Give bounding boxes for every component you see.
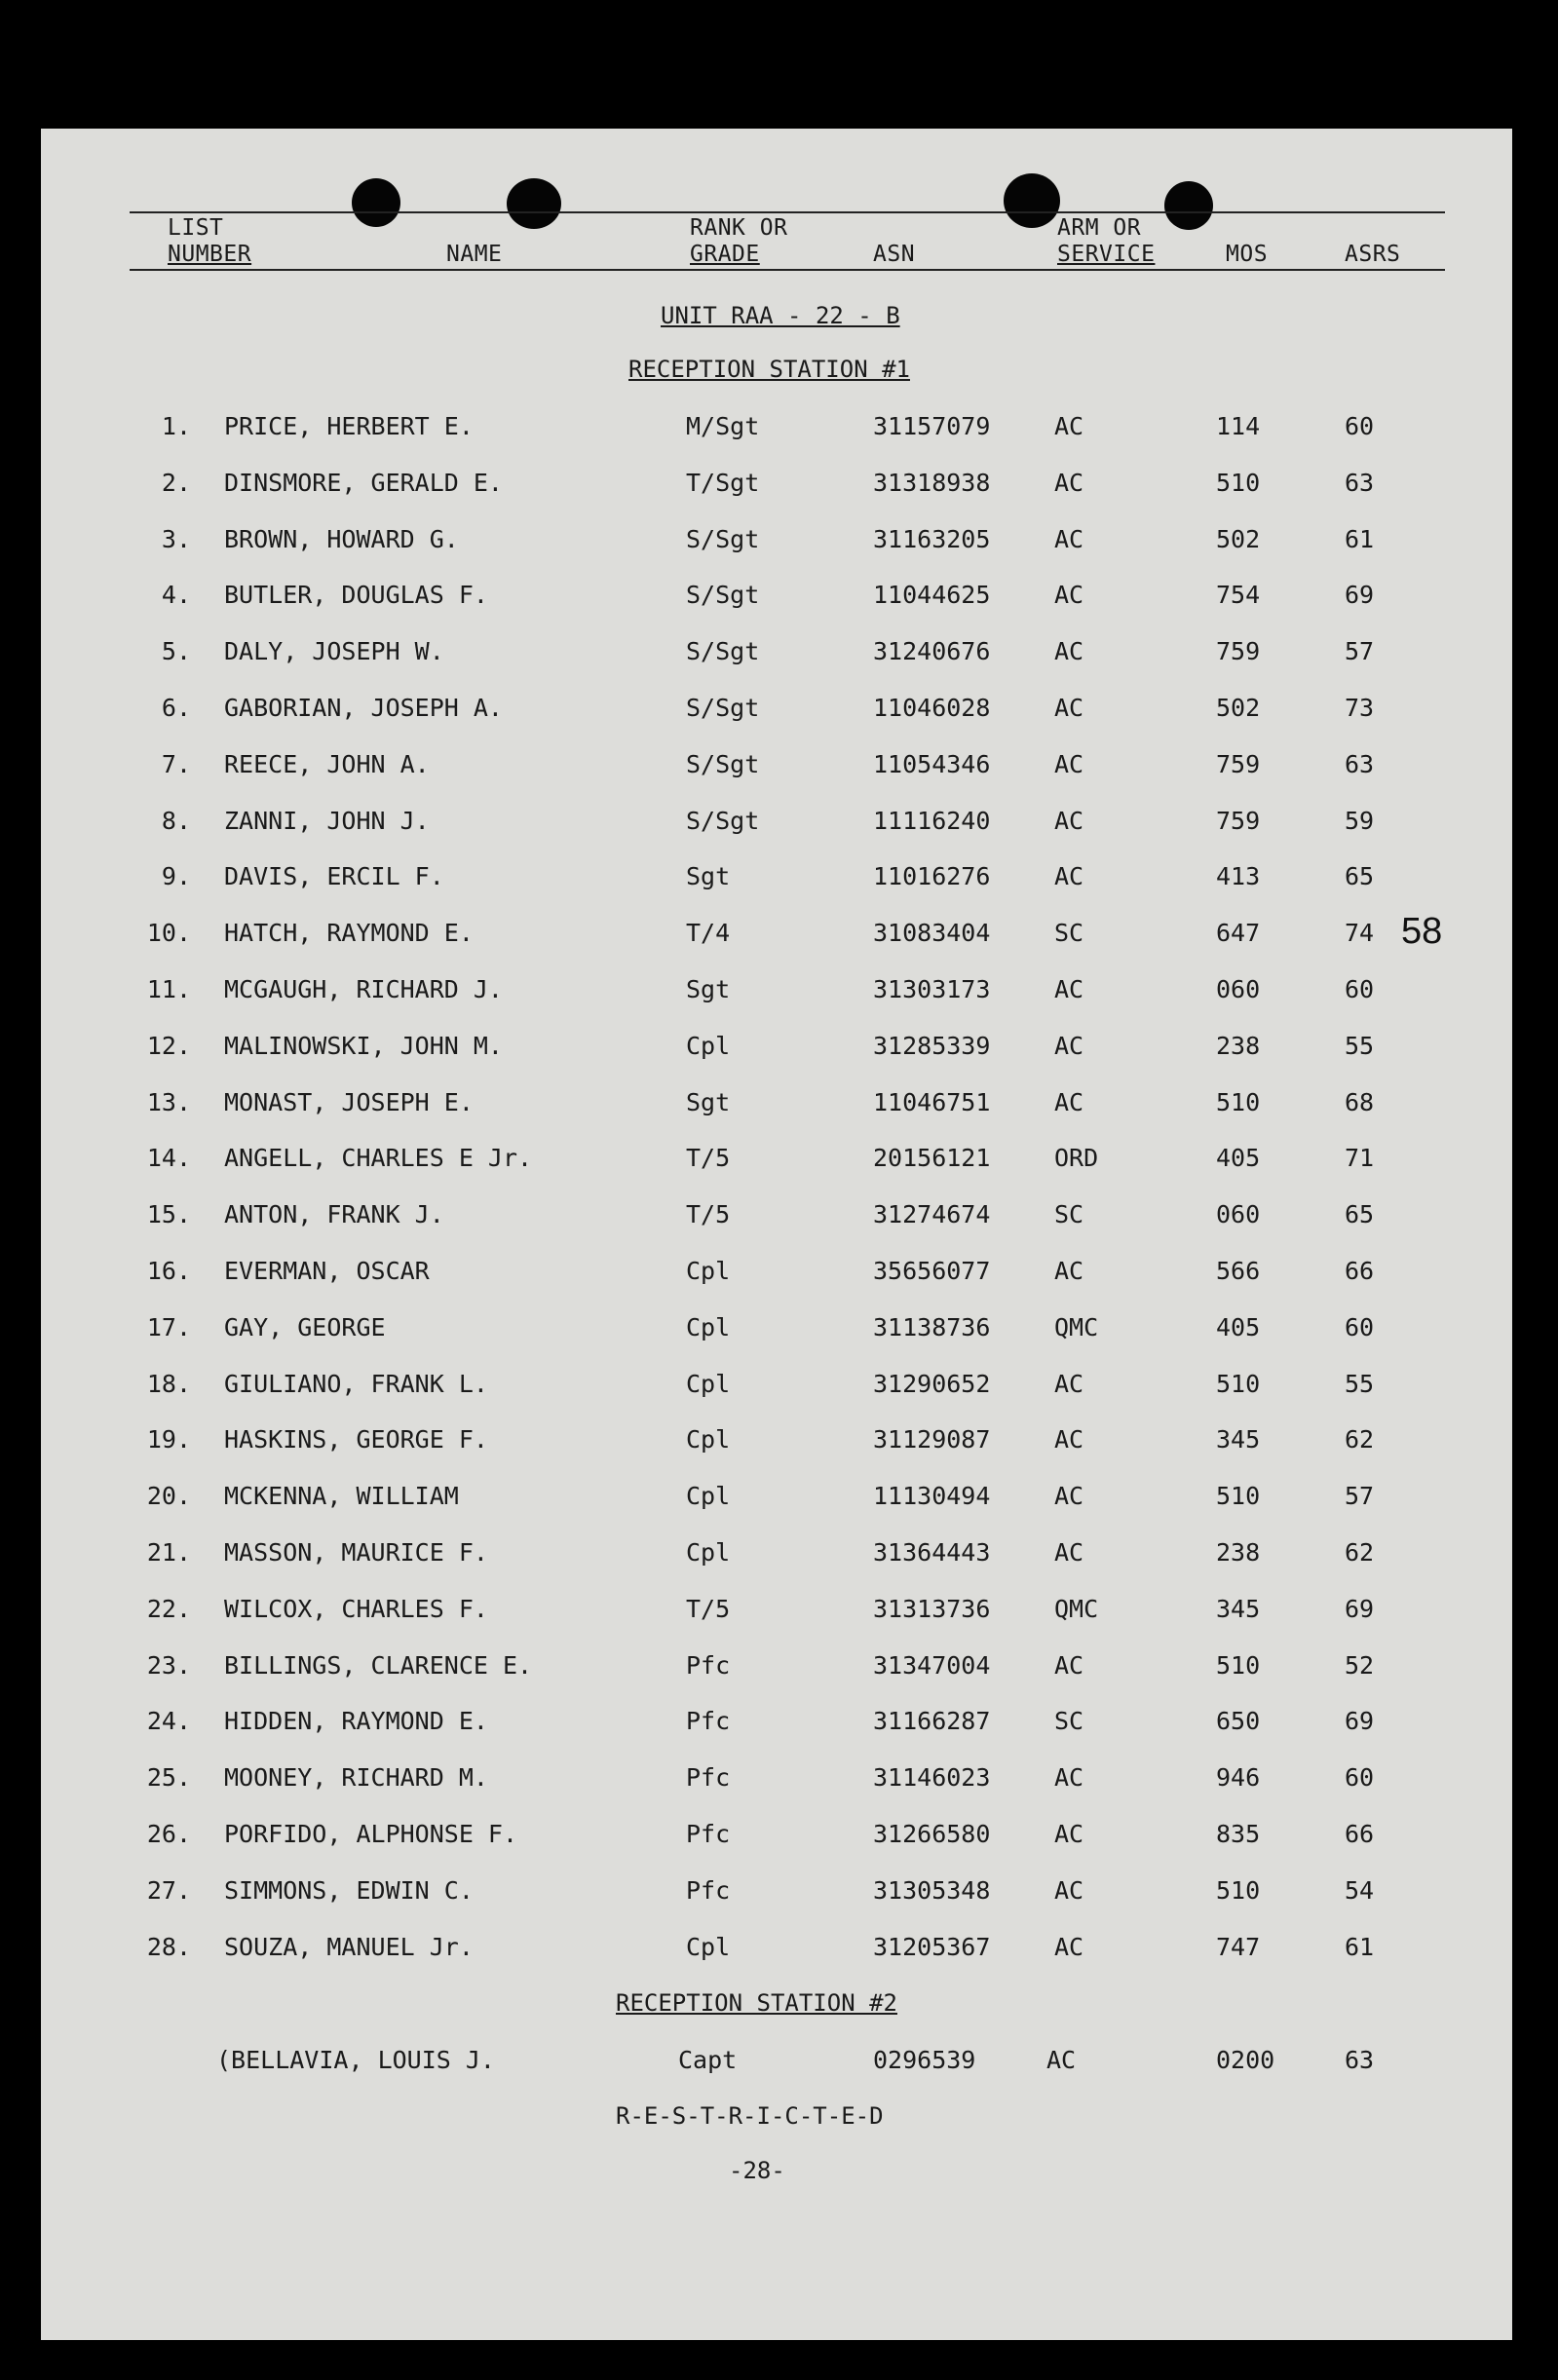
row-number: 27.	[146, 1876, 191, 1905]
member-rank: M/Sgt	[686, 412, 760, 440]
member-mos: 405	[1216, 1313, 1261, 1341]
member-mos: 345	[1216, 1595, 1261, 1623]
member-arm: QMC	[1054, 1313, 1099, 1341]
member-mos: 647	[1216, 919, 1261, 947]
member-name: (BELLAVIA, LOUIS J.	[216, 2046, 495, 2074]
restricted-marking: R-E-S-T-R-I-C-T-E-D	[616, 2102, 884, 2130]
member-asn: 11044625	[873, 581, 991, 609]
member-asrs: 55	[1345, 1370, 1375, 1398]
member-arm: AC	[1054, 525, 1084, 553]
row-number: 11.	[146, 975, 191, 1003]
member-asn: 31083404	[873, 919, 991, 947]
reception-station-1-title: RECEPTION STATION #1	[628, 356, 910, 383]
unit-title: UNIT RAA - 22 - B	[661, 302, 900, 329]
member-asrs: 66	[1345, 1257, 1375, 1285]
member-name: GIULIANO, FRANK L.	[224, 1370, 488, 1398]
table-row	[0, 1313, 1558, 1352]
member-mos: 238	[1216, 1032, 1261, 1060]
member-asn: 11046751	[873, 1088, 991, 1116]
table-row	[0, 1933, 1558, 1972]
member-mos: 502	[1216, 525, 1261, 553]
row-number: 20.	[146, 1482, 191, 1510]
member-name: PRICE, HERBERT E.	[224, 412, 474, 440]
reception-station-2-title: RECEPTION STATION #2	[616, 1989, 897, 2017]
member-mos: 835	[1216, 1820, 1261, 1848]
member-asn: 31305348	[873, 1876, 991, 1905]
member-asn: 31163205	[873, 525, 991, 553]
member-asn: 31205367	[873, 1933, 991, 1961]
member-name: GAY, GEORGE	[224, 1313, 386, 1341]
table-row	[0, 1876, 1558, 1915]
member-asrs: 69	[1345, 581, 1375, 609]
member-rank: S/Sgt	[686, 750, 760, 778]
punch-hole	[1164, 181, 1213, 230]
row-number: 15.	[146, 1200, 191, 1228]
member-rank: Pfc	[686, 1763, 731, 1792]
member-arm: AC	[1054, 694, 1084, 722]
member-asn: 31157079	[873, 412, 991, 440]
member-asn: 35656077	[873, 1257, 991, 1285]
row-number: 21.	[146, 1538, 191, 1567]
member-rank: S/Sgt	[686, 525, 760, 553]
row-number: 2.	[161, 469, 191, 497]
member-name: EVERMAN, OSCAR	[224, 1257, 430, 1285]
row-number: 6.	[161, 694, 191, 722]
member-name: DINSMORE, GERALD E.	[224, 469, 503, 497]
member-arm: AC	[1054, 1032, 1084, 1060]
member-asrs: 65	[1345, 862, 1375, 890]
table-row	[0, 1538, 1558, 1577]
member-arm: AC	[1054, 581, 1084, 609]
member-asn: 31274674	[873, 1200, 991, 1228]
member-rank: Pfc	[686, 1876, 731, 1905]
member-asrs: 62	[1345, 1538, 1375, 1567]
member-asrs: 57	[1345, 1482, 1375, 1510]
member-arm: AC	[1054, 1933, 1084, 1961]
member-name: HASKINS, GEORGE F.	[224, 1425, 488, 1454]
member-asn: 31313736	[873, 1595, 991, 1623]
member-arm: QMC	[1054, 1595, 1099, 1623]
member-arm: AC	[1054, 862, 1084, 890]
table-row	[0, 2046, 1558, 2085]
member-mos: 413	[1216, 862, 1261, 890]
member-name: MALINOWSKI, JOHN M.	[224, 1032, 503, 1060]
member-name: ANGELL, CHARLES E Jr.	[224, 1144, 533, 1172]
member-rank: Cpl	[686, 1257, 731, 1285]
table-row	[0, 412, 1558, 451]
member-name: MONAST, JOSEPH E.	[224, 1088, 474, 1116]
member-asrs: 73	[1345, 694, 1375, 722]
header-arm: ARM OR SERVICE	[1057, 215, 1156, 267]
row-number: 22.	[146, 1595, 191, 1623]
member-name: PORFIDO, ALPHONSE F.	[224, 1820, 518, 1848]
member-asn: 20156121	[873, 1144, 991, 1172]
member-arm: AC	[1054, 1820, 1084, 1848]
page-number: -28-	[729, 2157, 785, 2184]
member-arm: AC	[1054, 1538, 1084, 1567]
member-asrs: 74	[1345, 919, 1375, 947]
row-number: 4.	[161, 581, 191, 609]
member-arm: ORD	[1054, 1144, 1099, 1172]
table-row	[0, 1707, 1558, 1746]
member-asrs: 60	[1345, 975, 1375, 1003]
member-arm: AC	[1054, 750, 1084, 778]
table-row	[0, 1370, 1558, 1409]
header-bottom-rule	[130, 269, 1445, 271]
member-rank: S/Sgt	[686, 694, 760, 722]
member-mos: 759	[1216, 750, 1261, 778]
member-asrs: 52	[1345, 1651, 1375, 1680]
member-rank: Pfc	[686, 1707, 731, 1735]
header-name: NAME	[446, 242, 503, 267]
member-asrs: 54	[1345, 1876, 1375, 1905]
member-asn: 31285339	[873, 1032, 991, 1060]
member-rank: Sgt	[686, 975, 731, 1003]
member-asn: 31303173	[873, 975, 991, 1003]
member-arm: SC	[1054, 919, 1084, 947]
table-row	[0, 975, 1558, 1014]
member-rank: S/Sgt	[686, 581, 760, 609]
member-name: MASSON, MAURICE F.	[224, 1538, 488, 1567]
header-list-number: LIST NUMBER	[168, 215, 252, 267]
member-arm: AC	[1054, 1482, 1084, 1510]
row-number: 5.	[161, 637, 191, 665]
member-asrs: 63	[1345, 2046, 1375, 2074]
member-arm: AC	[1054, 469, 1084, 497]
member-asn: 31138736	[873, 1313, 991, 1341]
punch-hole	[1004, 173, 1060, 228]
table-row	[0, 1144, 1558, 1183]
member-arm: SC	[1054, 1707, 1084, 1735]
row-number: 16.	[146, 1257, 191, 1285]
member-asn: 11116240	[873, 807, 991, 835]
table-row	[0, 807, 1558, 846]
member-asrs: 71	[1345, 1144, 1375, 1172]
table-row	[0, 525, 1558, 564]
member-mos: 0200	[1216, 2046, 1275, 2074]
member-asn: 31266580	[873, 1820, 991, 1848]
member-name: ZANNI, JOHN J.	[224, 807, 430, 835]
member-asn: 11054346	[873, 750, 991, 778]
member-mos: 510	[1216, 1876, 1261, 1905]
member-rank: T/5	[686, 1200, 731, 1228]
member-mos: 510	[1216, 1651, 1261, 1680]
member-asn: 31290652	[873, 1370, 991, 1398]
header-asn: ASN	[873, 242, 916, 267]
member-asn: 31146023	[873, 1763, 991, 1792]
member-arm: AC	[1054, 1763, 1084, 1792]
member-rank: S/Sgt	[686, 637, 760, 665]
member-asn: 31166287	[873, 1707, 991, 1735]
row-number: 9.	[161, 862, 191, 890]
member-asrs: 62	[1345, 1425, 1375, 1454]
member-name: BROWN, HOWARD G.	[224, 525, 459, 553]
member-rank: Sgt	[686, 862, 731, 890]
table-row	[0, 581, 1558, 620]
row-number: 26.	[146, 1820, 191, 1848]
table-row	[0, 862, 1558, 901]
member-mos: 650	[1216, 1707, 1261, 1735]
member-asrs: 69	[1345, 1707, 1375, 1735]
member-asrs: 59	[1345, 807, 1375, 835]
member-name: MOONEY, RICHARD M.	[224, 1763, 488, 1792]
row-number: 24.	[146, 1707, 191, 1735]
member-asn: 11016276	[873, 862, 991, 890]
member-arm: AC	[1054, 1651, 1084, 1680]
member-arm: AC	[1054, 637, 1084, 665]
member-name: SOUZA, MANUEL Jr.	[224, 1933, 474, 1961]
member-mos: 566	[1216, 1257, 1261, 1285]
member-asrs: 60	[1345, 1313, 1375, 1341]
member-rank: Cpl	[686, 1032, 731, 1060]
table-row	[0, 919, 1558, 958]
member-mos: 510	[1216, 1482, 1261, 1510]
member-asn: 31240676	[873, 637, 991, 665]
table-row	[0, 637, 1558, 676]
table-row	[0, 1820, 1558, 1859]
member-asrs: 69	[1345, 1595, 1375, 1623]
table-row	[0, 1088, 1558, 1127]
member-name: SIMMONS, EDWIN C.	[224, 1876, 474, 1905]
member-mos: 405	[1216, 1144, 1261, 1172]
table-row	[0, 1763, 1558, 1802]
punch-hole	[507, 178, 561, 229]
member-name: GABORIAN, JOSEPH A.	[224, 694, 503, 722]
member-mos: 759	[1216, 807, 1261, 835]
member-name: REECE, JOHN A.	[224, 750, 430, 778]
table-row	[0, 469, 1558, 508]
row-number: 28.	[146, 1933, 191, 1961]
member-arm: AC	[1054, 1088, 1084, 1116]
member-rank: Pfc	[686, 1651, 731, 1680]
row-number: 7.	[161, 750, 191, 778]
table-row	[0, 1032, 1558, 1071]
member-arm: AC	[1054, 1257, 1084, 1285]
member-asrs: 60	[1345, 1763, 1375, 1792]
member-mos: 060	[1216, 975, 1261, 1003]
member-asrs: 61	[1345, 525, 1375, 553]
member-mos: 114	[1216, 412, 1261, 440]
member-asrs: 57	[1345, 637, 1375, 665]
header-mos: MOS	[1226, 242, 1269, 267]
table-row	[0, 1425, 1558, 1464]
row-number: 25.	[146, 1763, 191, 1792]
member-asn: 0296539	[873, 2046, 976, 2074]
row-number: 14.	[146, 1144, 191, 1172]
member-asn: 31347004	[873, 1651, 991, 1680]
row-number: 8.	[161, 807, 191, 835]
member-name: MCGAUGH, RICHARD J.	[224, 975, 503, 1003]
table-row	[0, 750, 1558, 789]
member-rank: Cpl	[686, 1313, 731, 1341]
member-asrs: 55	[1345, 1032, 1375, 1060]
member-rank: Cpl	[686, 1425, 731, 1454]
member-mos: 238	[1216, 1538, 1261, 1567]
member-name: BILLINGS, CLARENCE E.	[224, 1651, 533, 1680]
member-rank: T/5	[686, 1144, 731, 1172]
member-asrs: 66	[1345, 1820, 1375, 1848]
member-mos: 510	[1216, 469, 1261, 497]
member-asn: 31129087	[873, 1425, 991, 1454]
member-mos: 510	[1216, 1370, 1261, 1398]
member-mos: 060	[1216, 1200, 1261, 1228]
member-rank: T/5	[686, 1595, 731, 1623]
member-name: MCKENNA, WILLIAM	[224, 1482, 459, 1510]
member-asrs: 65	[1345, 1200, 1375, 1228]
table-row	[0, 1595, 1558, 1634]
row-number: 1.	[161, 412, 191, 440]
member-asn: 11046028	[873, 694, 991, 722]
row-number: 3.	[161, 525, 191, 553]
member-arm: AC	[1054, 1876, 1084, 1905]
row-number: 10.	[146, 919, 191, 947]
member-arm: AC	[1054, 807, 1084, 835]
table-row	[0, 1200, 1558, 1239]
table-row	[0, 694, 1558, 733]
member-rank: Sgt	[686, 1088, 731, 1116]
member-name: WILCOX, CHARLES F.	[224, 1595, 488, 1623]
member-arm: AC	[1054, 1425, 1084, 1454]
member-mos: 502	[1216, 694, 1261, 722]
member-rank: Cpl	[686, 1370, 731, 1398]
member-arm: AC	[1054, 975, 1084, 1003]
member-asn: 31318938	[873, 469, 991, 497]
member-name: HIDDEN, RAYMOND E.	[224, 1707, 488, 1735]
row-number: 17.	[146, 1313, 191, 1341]
member-name: DALY, JOSEPH W.	[224, 637, 444, 665]
member-rank: T/Sgt	[686, 469, 760, 497]
member-asrs: 68	[1345, 1088, 1375, 1116]
member-asn: 11130494	[873, 1482, 991, 1510]
row-number: 18.	[146, 1370, 191, 1398]
table-row	[0, 1257, 1558, 1296]
member-rank: Capt	[678, 2046, 738, 2074]
margin-note: 58	[1401, 911, 1443, 952]
member-rank: Pfc	[686, 1820, 731, 1848]
member-arm: AC	[1054, 412, 1084, 440]
member-name: DAVIS, ERCIL F.	[224, 862, 444, 890]
row-number: 12.	[146, 1032, 191, 1060]
header-top-rule	[130, 211, 1445, 213]
member-mos: 754	[1216, 581, 1261, 609]
row-number: 13.	[146, 1088, 191, 1116]
header-rank: RANK OR GRADE	[690, 215, 788, 267]
header-asrs: ASRS	[1345, 242, 1401, 267]
member-name: ANTON, FRANK J.	[224, 1200, 444, 1228]
member-rank: S/Sgt	[686, 807, 760, 835]
row-number: 23.	[146, 1651, 191, 1680]
table-row	[0, 1651, 1558, 1690]
table-row	[0, 1482, 1558, 1521]
member-mos: 747	[1216, 1933, 1261, 1961]
member-mos: 759	[1216, 637, 1261, 665]
member-asrs: 60	[1345, 412, 1375, 440]
member-rank: Cpl	[686, 1933, 731, 1961]
member-asrs: 63	[1345, 750, 1375, 778]
member-mos: 345	[1216, 1425, 1261, 1454]
row-number: 19.	[146, 1425, 191, 1454]
member-name: BUTLER, DOUGLAS F.	[224, 581, 488, 609]
member-asn: 31364443	[873, 1538, 991, 1567]
member-arm: AC	[1046, 2046, 1077, 2074]
member-rank: Cpl	[686, 1538, 731, 1567]
punch-hole	[352, 178, 400, 227]
member-asrs: 61	[1345, 1933, 1375, 1961]
member-arm: SC	[1054, 1200, 1084, 1228]
member-name: HATCH, RAYMOND E.	[224, 919, 474, 947]
member-asrs: 63	[1345, 469, 1375, 497]
member-rank: T/4	[686, 919, 731, 947]
member-arm: AC	[1054, 1370, 1084, 1398]
member-mos: 946	[1216, 1763, 1261, 1792]
member-mos: 510	[1216, 1088, 1261, 1116]
member-rank: Cpl	[686, 1482, 731, 1510]
